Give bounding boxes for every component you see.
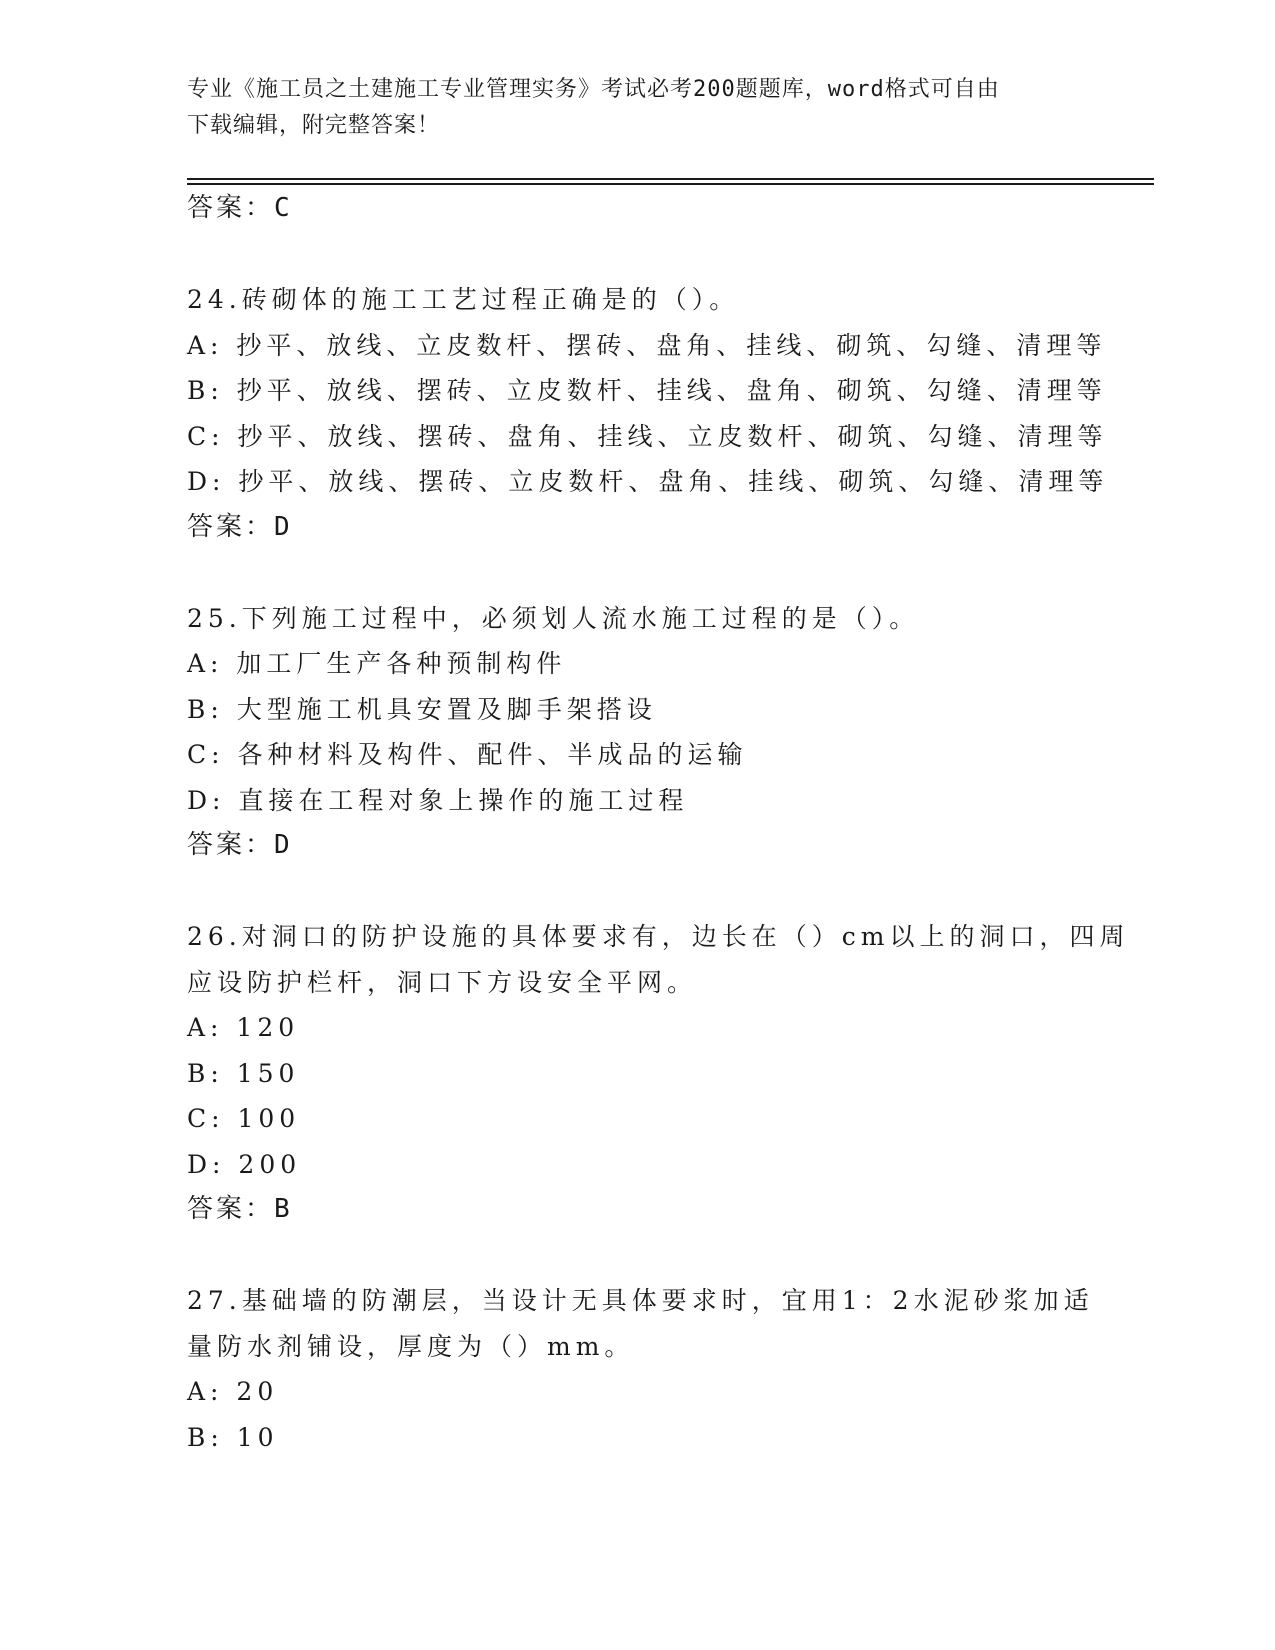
question-line: 27.基础墙的防潮层，当设计无具体要求时，宜用1：2水泥砂浆加适 — [187, 1286, 1094, 1315]
question-line: A: 抄平、放线、立皮数杆、摆砖、盘角、挂线、砌筑、勾缝、清理等 — [187, 330, 1107, 360]
question-content — [187, 186, 1147, 1460]
question-line: D: 直接在工程对象上操作的施工过程 — [187, 785, 689, 815]
answer-line: 答案：D — [187, 511, 293, 542]
header-divider-top — [187, 178, 1154, 180]
header-line-2: 下载编辑，附完整答案！ — [187, 113, 441, 138]
document-header — [187, 72, 1087, 144]
block-spacer — [187, 1233, 1147, 1279]
block-spacer — [187, 869, 1147, 915]
answer-line: 答案：C — [187, 193, 293, 223]
block-spacer — [187, 232, 1147, 278]
question-line: 应设防护栏杆，洞口下方设安全平网。 — [187, 967, 698, 997]
question-line: B: 150 — [187, 1058, 300, 1088]
question-line: A: 20 — [187, 1377, 279, 1406]
answer-line: 答案：D — [187, 830, 293, 860]
question-line: D: 200 — [187, 1149, 302, 1179]
question-line: 26.对洞口的防护设施的具体要求有，边长在（）cm以上的洞口，四周 — [187, 922, 1130, 951]
question-line: D: 抄平、放线、摆砖、立皮数杆、盘角、挂线、砌筑、勾缝、清理等 — [187, 467, 1109, 496]
question-line: A: 加工厂生产各种预制构件 — [187, 649, 567, 678]
question-line: B: 10 — [187, 1422, 279, 1452]
answer-line: 答案：B — [187, 1194, 293, 1224]
header-line-1: 专业《施工员之土建施工专业管理实务》考试必考200题题库，word格式可自由 — [187, 77, 1000, 102]
question-line: B: 大型施工机具安置及脚手架搭设 — [187, 694, 657, 724]
question-line: C: 各种材料及构件、配件、半成品的运输 — [187, 740, 748, 769]
question-line: 25.下列施工过程中，必须划人流水施工过程的是（）。 — [187, 603, 920, 633]
question-line: A: 120 — [187, 1013, 300, 1042]
block-spacer — [187, 550, 1147, 596]
question-line: 量防水剂铺设，厚度为（）mm。 — [187, 1331, 635, 1361]
question-line: 24.砖砌体的施工工艺过程正确是的（）。 — [187, 285, 740, 314]
question-line: C: 100 — [187, 1104, 301, 1133]
header-divider-bottom — [187, 183, 1154, 185]
question-line: B: 抄平、放线、摆砖、立皮数杆、挂线、盘角、砌筑、勾缝、清理等 — [187, 376, 1107, 405]
question-line: C: 抄平、放线、摆砖、盘角、挂线、立皮数杆、砌筑、勾缝、清理等 — [187, 421, 1108, 451]
